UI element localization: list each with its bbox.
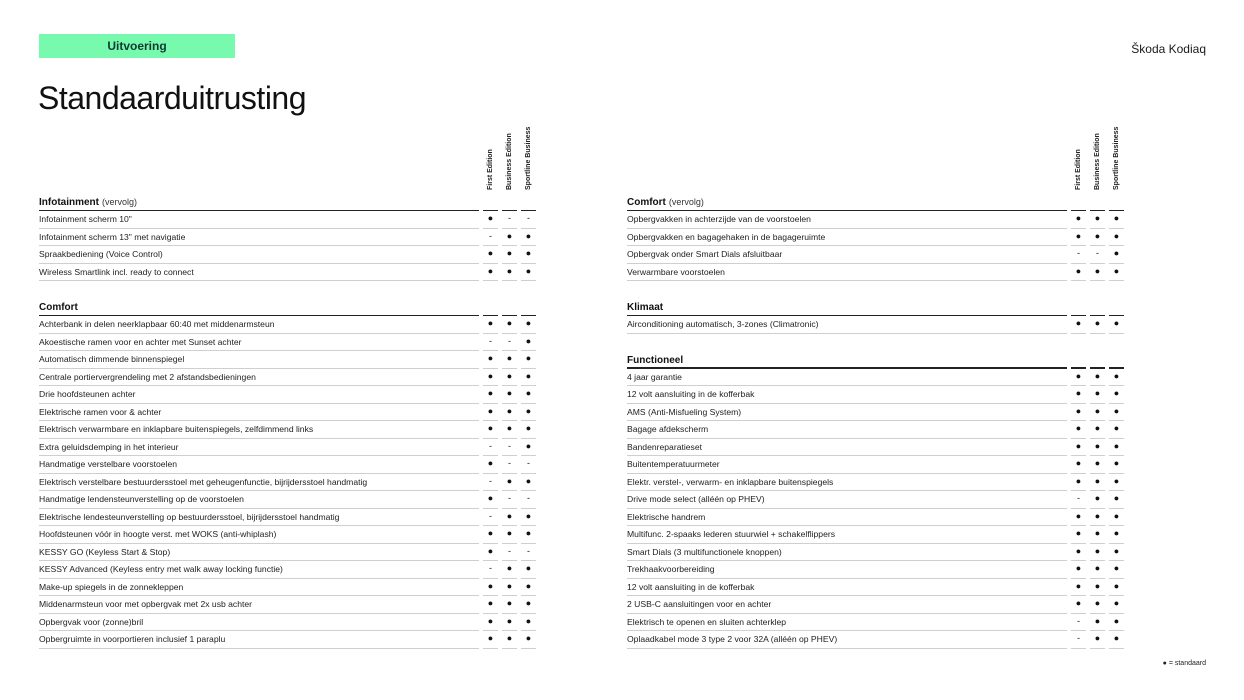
availability-mark: ● <box>525 230 532 241</box>
feature-label: KESSY GO (Keyless Start & Stop) <box>39 546 171 557</box>
feature-label: Elektrische handrem <box>627 511 706 522</box>
table-row <box>627 316 1129 334</box>
availability-mark: ● <box>506 248 513 258</box>
table-row <box>39 526 541 544</box>
availability-mark: ● <box>506 615 513 626</box>
availability-mark: ● <box>525 318 532 328</box>
table-row <box>39 369 541 387</box>
cell-divider <box>502 280 517 281</box>
brand-name: Škoda Kodiaq <box>1131 42 1206 56</box>
availability-mark: ● <box>487 318 494 328</box>
table-row <box>39 386 541 404</box>
availability-mark: ● <box>487 493 494 503</box>
availability-mark: ● <box>487 248 494 258</box>
availability-mark: ● <box>1094 528 1101 538</box>
availability-mark: ● <box>1075 318 1082 328</box>
availability-mark: ● <box>487 405 494 416</box>
feature-label: Elektrische ramen voor & achter <box>39 406 162 417</box>
spec-section <box>627 350 1129 649</box>
availability-mark: ● <box>525 475 532 486</box>
availability-mark: ● <box>525 615 532 626</box>
table-row <box>627 439 1129 457</box>
availability-mark: ● <box>487 598 494 608</box>
section-header <box>39 192 541 211</box>
table-row <box>39 456 541 474</box>
availability-mark: ● <box>525 440 532 451</box>
feature-label: Achterbank in delen neerklapbaar 60:40 met middenarmsteun <box>39 319 275 329</box>
availability-mark: ● <box>1094 563 1101 573</box>
availability-mark: ● <box>525 335 532 346</box>
availability-mark: ● <box>506 580 513 591</box>
availability-mark: ● <box>487 528 494 538</box>
availability-mark: ● <box>1113 423 1120 433</box>
table-row <box>39 211 541 229</box>
table-row <box>627 509 1129 527</box>
table-row <box>39 491 541 509</box>
availability-mark: ● <box>1094 423 1101 433</box>
column-header: Sportline Business <box>525 126 532 190</box>
section-name: Infotainment <box>39 197 99 208</box>
section-name: Klimaat <box>627 302 664 313</box>
availability-mark: ● <box>487 388 494 398</box>
availability-mark: - <box>1096 248 1099 258</box>
availability-mark: ● <box>1113 545 1120 556</box>
section-name: Functioneel <box>627 354 684 366</box>
table-row <box>627 614 1129 632</box>
row-divider <box>39 280 479 281</box>
feature-label: Opbergvak onder Smart Dials afsluitbaar <box>627 249 783 259</box>
availability-mark: ● <box>1094 318 1101 328</box>
row-divider <box>627 333 1067 334</box>
cell-divider <box>483 280 498 281</box>
cell-divider <box>521 648 536 649</box>
table-row <box>39 316 541 334</box>
availability-mark: ● <box>1075 388 1082 398</box>
availability-mark: ● <box>1094 493 1101 503</box>
availability-mark: ● <box>525 423 532 433</box>
availability-mark: ● <box>506 370 513 381</box>
availability-mark: ● <box>1094 213 1101 223</box>
table-row <box>39 264 541 282</box>
availability-mark: ● <box>1094 615 1101 626</box>
availability-mark: - <box>508 545 511 556</box>
availability-mark: ● <box>525 563 532 573</box>
feature-label: Smart Dials (3 multifunctionele knoppen) <box>627 546 782 557</box>
table-row <box>627 596 1129 614</box>
feature-label: Elektrische lendesteunverstelling op bestuurdersstoel, bijrijdersstoel handmatig <box>39 511 340 522</box>
feature-label: 12 volt aansluiting in de kofferbak <box>627 581 755 592</box>
availability-mark: ● <box>487 213 494 223</box>
availability-mark: ● <box>1113 615 1120 626</box>
availability-mark: ● <box>525 388 532 398</box>
cell-divider <box>1071 648 1086 649</box>
section-header <box>627 297 1129 316</box>
availability-mark: ● <box>506 598 513 608</box>
section-title <box>39 197 137 208</box>
availability-mark: - <box>1077 493 1080 503</box>
availability-mark: ● <box>506 633 513 643</box>
availability-mark: ● <box>506 528 513 538</box>
availability-mark: ● <box>1075 458 1082 468</box>
availability-mark: ● <box>1113 528 1120 538</box>
availability-mark: - <box>508 440 511 451</box>
table-row <box>627 544 1129 562</box>
feature-label: Wireless Smartlink incl. ready to connect <box>39 266 194 277</box>
availability-mark: ● <box>1094 633 1101 643</box>
table-row <box>39 421 541 439</box>
availability-mark: - <box>489 335 492 346</box>
availability-mark: ● <box>525 370 532 381</box>
availability-mark: ● <box>487 615 494 626</box>
feature-label: Elektrisch verstelbare bestuurdersstoel met geheugenfunctie, bijrijdersstoel handmatig <box>39 476 368 487</box>
availability-mark: ● <box>506 230 513 241</box>
table-row <box>627 561 1129 579</box>
availability-mark: - <box>489 230 492 241</box>
page-title: Standaarduitrusting <box>38 80 307 116</box>
availability-mark: ● <box>1113 370 1120 381</box>
table-row <box>627 631 1129 649</box>
feature-label: Oplaadkabel mode 3 type 2 voor 32A (alléén op PHEV) <box>627 634 838 644</box>
feature-label: Bagage afdekscherm <box>627 424 709 434</box>
availability-mark: - <box>489 475 492 486</box>
row-divider <box>39 648 479 649</box>
column-header: Sportline Business <box>1113 126 1120 190</box>
table-row <box>39 229 541 247</box>
availability-mark: ● <box>506 563 513 573</box>
table-row <box>39 631 541 649</box>
feature-label: Extra geluidsdemping in het interieur <box>39 441 179 452</box>
table-row <box>627 404 1129 422</box>
availability-mark: ● <box>1113 265 1120 276</box>
table-row <box>39 614 541 632</box>
feature-label: 12 volt aansluiting in de kofferbak <box>627 389 755 399</box>
table-row <box>39 596 541 614</box>
availability-mark: ● <box>1113 510 1120 521</box>
availability-mark: - <box>489 563 492 573</box>
feature-label: Spraakbediening (Voice Control) <box>39 249 163 259</box>
cell-divider <box>1090 333 1105 334</box>
availability-mark: - <box>1077 248 1080 258</box>
availability-mark: ● <box>1094 388 1101 398</box>
availability-mark: ● <box>506 510 513 521</box>
cell-divider <box>483 648 498 649</box>
availability-mark: ● <box>1094 440 1101 451</box>
availability-mark: ● <box>1113 388 1120 398</box>
availability-mark: ● <box>506 475 513 486</box>
spec-section <box>39 297 541 649</box>
section-header <box>627 192 1129 211</box>
table-row <box>39 544 541 562</box>
feature-label: Drive mode select (alléén op PHEV) <box>627 494 765 504</box>
feature-label: Hoofdsteunen vóór in hoogte verst. met WOKS (anti-whiplash) <box>39 529 277 539</box>
availability-mark: ● <box>1075 265 1082 276</box>
availability-mark: ● <box>1094 545 1101 556</box>
availability-mark: ● <box>1075 213 1082 223</box>
availability-mark: - <box>527 213 530 223</box>
cell-divider <box>1109 648 1124 649</box>
availability-mark: - <box>527 458 530 468</box>
availability-mark: ● <box>1075 545 1082 556</box>
availability-mark: ● <box>1075 563 1082 573</box>
table-row <box>39 474 541 492</box>
feature-label: AMS (Anti-Misfueling System) <box>627 406 742 417</box>
feature-label: Elektrisch verwarmbare en inklapbare buitenspiegels, zelfdimmend links <box>39 424 314 434</box>
table-row <box>39 579 541 597</box>
availability-mark: - <box>508 335 511 346</box>
availability-mark: ● <box>1075 580 1082 591</box>
availability-mark: ● <box>1113 318 1120 328</box>
cell-divider <box>1090 280 1105 281</box>
column-header: First Edition <box>487 149 494 190</box>
section-title <box>627 302 663 313</box>
availability-mark: ● <box>525 510 532 521</box>
availability-mark: ● <box>1094 458 1101 468</box>
availability-mark: - <box>1077 615 1080 626</box>
section-tag: Uitvoering <box>39 34 235 58</box>
row-divider <box>627 280 1067 281</box>
feature-label: Bandenreparatieset <box>627 441 703 452</box>
section-title <box>39 302 78 313</box>
availability-mark: ● <box>1113 493 1120 503</box>
table-row <box>39 439 541 457</box>
availability-mark: ● <box>506 388 513 398</box>
availability-mark: - <box>527 493 530 503</box>
availability-mark: - <box>508 493 511 503</box>
table-row <box>627 264 1129 282</box>
table-row <box>627 526 1129 544</box>
availability-mark: - <box>508 213 511 223</box>
availability-mark: ● <box>1075 475 1082 486</box>
availability-mark: ● <box>487 265 494 276</box>
availability-mark: ● <box>1094 265 1101 276</box>
availability-mark: ● <box>506 405 513 416</box>
cell-divider <box>1090 648 1105 649</box>
availability-mark: ● <box>487 423 494 433</box>
legend: ● = standaard <box>1162 660 1206 667</box>
feature-label: Elektrisch te openen en sluiten achterklep <box>627 616 787 627</box>
availability-mark: ● <box>506 353 513 363</box>
availability-mark: ● <box>1113 598 1120 608</box>
table-row <box>627 421 1129 439</box>
feature-label: Drie hoofdsteunen achter <box>39 389 136 399</box>
availability-mark: ● <box>525 598 532 608</box>
section-header <box>39 297 541 316</box>
feature-label: Infotainment scherm 13" met navigatie <box>39 231 186 242</box>
availability-mark: ● <box>1075 528 1082 538</box>
feature-label: Opbergruimte in voorportieren inclusief 1 paraplu <box>39 634 226 644</box>
column-headers <box>39 120 541 192</box>
availability-mark: - <box>489 510 492 521</box>
table-row <box>627 579 1129 597</box>
feature-label: Buitentemperatuurmeter <box>627 459 720 469</box>
availability-mark: ● <box>1113 405 1120 416</box>
feature-label: Infotainment scherm 10" <box>39 214 132 224</box>
availability-mark: ● <box>1075 598 1082 608</box>
availability-mark: ● <box>1094 475 1101 486</box>
section-subtitle: (vervolg) <box>102 197 138 207</box>
section-subtitle: (vervolg) <box>668 197 704 207</box>
availability-mark: ● <box>525 265 532 276</box>
availability-mark: ● <box>1113 458 1120 468</box>
table-row <box>39 404 541 422</box>
table-row <box>39 334 541 352</box>
column-header: Business Edition <box>1094 133 1101 190</box>
left-column <box>39 120 541 649</box>
availability-mark: ● <box>1075 510 1082 521</box>
availability-mark: ● <box>1094 598 1101 608</box>
cell-divider <box>1071 333 1086 334</box>
availability-mark: ● <box>525 248 532 258</box>
table-row <box>627 246 1129 264</box>
availability-mark: ● <box>1113 213 1120 223</box>
section-name: Comfort <box>627 197 666 208</box>
feature-label: Akoestische ramen voor en achter met Sunset achter <box>39 336 242 347</box>
availability-mark: ● <box>506 265 513 276</box>
table-row <box>39 246 541 264</box>
availability-mark: ● <box>1094 230 1101 241</box>
availability-mark: ● <box>506 318 513 328</box>
availability-mark: ● <box>487 545 494 556</box>
availability-mark: ● <box>487 370 494 381</box>
feature-label: Elektr. verstel-, verwarm- en inklapbare buitenspiegels <box>627 476 834 487</box>
section-title <box>627 197 704 208</box>
availability-mark: ● <box>1094 510 1101 521</box>
availability-mark: - <box>527 545 530 556</box>
availability-mark: ● <box>525 528 532 538</box>
section-title <box>627 355 683 366</box>
availability-mark: ● <box>1113 248 1120 258</box>
cell-divider <box>1109 333 1124 334</box>
availability-mark: ● <box>1075 423 1082 433</box>
availability-mark: ● <box>525 353 532 363</box>
availability-mark: ● <box>525 580 532 591</box>
availability-mark: ● <box>1113 563 1120 573</box>
feature-label: Centrale portiervergrendeling met 2 afstandsbedieningen <box>39 371 256 382</box>
availability-mark: - <box>1077 633 1080 643</box>
availability-mark: ● <box>1113 475 1120 486</box>
availability-mark: ● <box>525 633 532 643</box>
availability-mark: ● <box>1094 580 1101 591</box>
availability-mark: ● <box>1094 370 1101 381</box>
availability-mark: - <box>489 440 492 451</box>
table-row <box>39 351 541 369</box>
feature-label: 4 jaar garantie <box>627 371 682 382</box>
feature-label: 2 USB-C aansluitingen voor en achter <box>627 599 772 609</box>
feature-label: Middenarmsteun voor met opbergvak met 2x usb achter <box>39 599 253 609</box>
feature-label: Multifunc. 2-spaaks lederen stuurwiel + schakelflippers <box>627 529 836 539</box>
availability-mark: ● <box>1113 440 1120 451</box>
availability-mark: ● <box>1113 580 1120 591</box>
availability-mark: ● <box>525 405 532 416</box>
feature-label: Trekhaakvoorbereiding <box>627 564 715 574</box>
feature-label: Handmatige lendensteunverstelling op de voorstoelen <box>39 494 244 504</box>
table-row <box>627 369 1129 387</box>
feature-label: Handmatige verstelbare voorstoelen <box>39 459 178 469</box>
availability-mark: ● <box>1075 230 1082 241</box>
table-row <box>627 211 1129 229</box>
availability-mark: ● <box>487 580 494 591</box>
spec-section <box>39 192 541 281</box>
table-row <box>627 386 1129 404</box>
section-header <box>627 350 1129 369</box>
availability-mark: ● <box>1113 633 1120 643</box>
availability-mark: - <box>508 458 511 468</box>
feature-label: KESSY Advanced (Keyless entry met walk away locking functie) <box>39 564 283 574</box>
right-column <box>627 120 1129 649</box>
cell-divider <box>521 280 536 281</box>
table-row <box>627 456 1129 474</box>
spec-section <box>627 192 1129 281</box>
availability-mark: ● <box>1075 370 1082 381</box>
row-divider <box>627 648 1067 649</box>
availability-mark: ● <box>1075 405 1082 416</box>
availability-mark: ● <box>487 633 494 643</box>
table-row <box>39 561 541 579</box>
availability-mark: ● <box>1094 405 1101 416</box>
feature-label: Opbergvak voor (zonne)bril <box>39 616 144 627</box>
feature-label: Opbergvakken in achterzijde van de voorstoelen <box>627 214 811 224</box>
feature-label: Airconditioning automatisch, 3-zones (Climatronic) <box>627 319 819 329</box>
cell-divider <box>1109 280 1124 281</box>
column-header: Business Edition <box>506 133 513 190</box>
feature-label: Make-up spiegels in de zonnekleppen <box>39 581 184 592</box>
table-row <box>627 474 1129 492</box>
section-name: Comfort <box>39 302 78 313</box>
cell-divider <box>1071 280 1086 281</box>
feature-label: Automatisch dimmende binnenspiegel <box>39 354 185 364</box>
availability-mark: ● <box>506 423 513 433</box>
feature-label: Verwarmbare voorstoelen <box>627 266 725 277</box>
table-row <box>627 229 1129 247</box>
table-row <box>39 509 541 527</box>
availability-mark: ● <box>1075 440 1082 451</box>
availability-mark: ● <box>487 458 494 468</box>
availability-mark: ● <box>1113 230 1120 241</box>
feature-label: Opbergvakken en bagagehaken in de bagageruimte <box>627 231 826 242</box>
availability-mark: ● <box>487 353 494 363</box>
cell-divider <box>502 648 517 649</box>
column-headers <box>627 120 1129 192</box>
column-header: First Edition <box>1075 149 1082 190</box>
table-row <box>627 491 1129 509</box>
spec-section <box>627 297 1129 334</box>
